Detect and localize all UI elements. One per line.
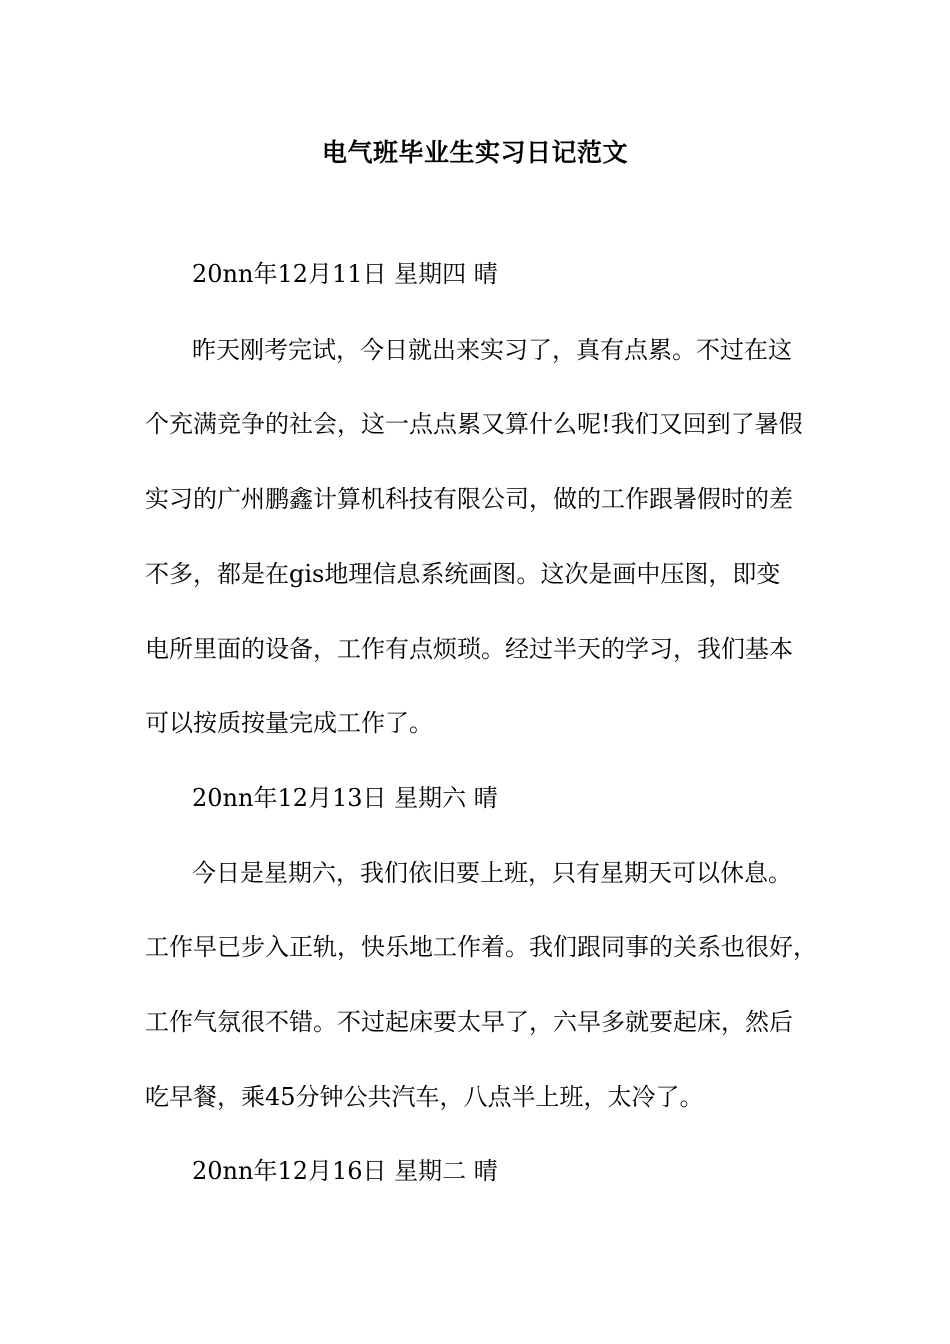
paragraph-line: 今日是星期六，我们依旧要上班，只有星期天可以休息。	[192, 859, 792, 887]
paragraph-line: 吃早餐，乘45分钟公共汽车，八点半上班，太冷了。	[145, 1083, 704, 1111]
paragraph-line: 不多，都是在gis地理信息系统画图。这次是画中压图，即变	[145, 560, 781, 588]
document-title: 电气班毕业生实习日记范文	[321, 138, 628, 167]
paragraph-line: 工作气氛很不错。不过起床要太早了，六早多就要起床，然后	[145, 1008, 793, 1036]
diary-date-heading: 20nn年12月11日 星期四 晴	[192, 260, 498, 288]
diary-date-heading: 20nn年12月16日 星期二 晴	[192, 1157, 498, 1185]
paragraph-line: 个充满竞争的社会，这一点点累又算什么呢!我们又回到了暑假	[145, 410, 803, 438]
paragraph-line: 实习的广州鹏鑫计算机科技有限公司，做的工作跟暑假时的差	[145, 485, 793, 513]
paragraph-line: 昨天刚考完试，今日就出来实习了，真有点累。不过在这	[192, 336, 792, 364]
paragraph-line: 电所里面的设备，工作有点烦琐。经过半天的学习，我们基本	[145, 635, 793, 663]
diary-date-heading: 20nn年12月13日 星期六 晴	[192, 784, 498, 812]
paragraph-line: 可以按质按量完成工作了。	[145, 709, 433, 737]
paragraph-line: 工作早已步入正轨，快乐地工作着。我们跟同事的关系也很好，	[145, 933, 817, 961]
